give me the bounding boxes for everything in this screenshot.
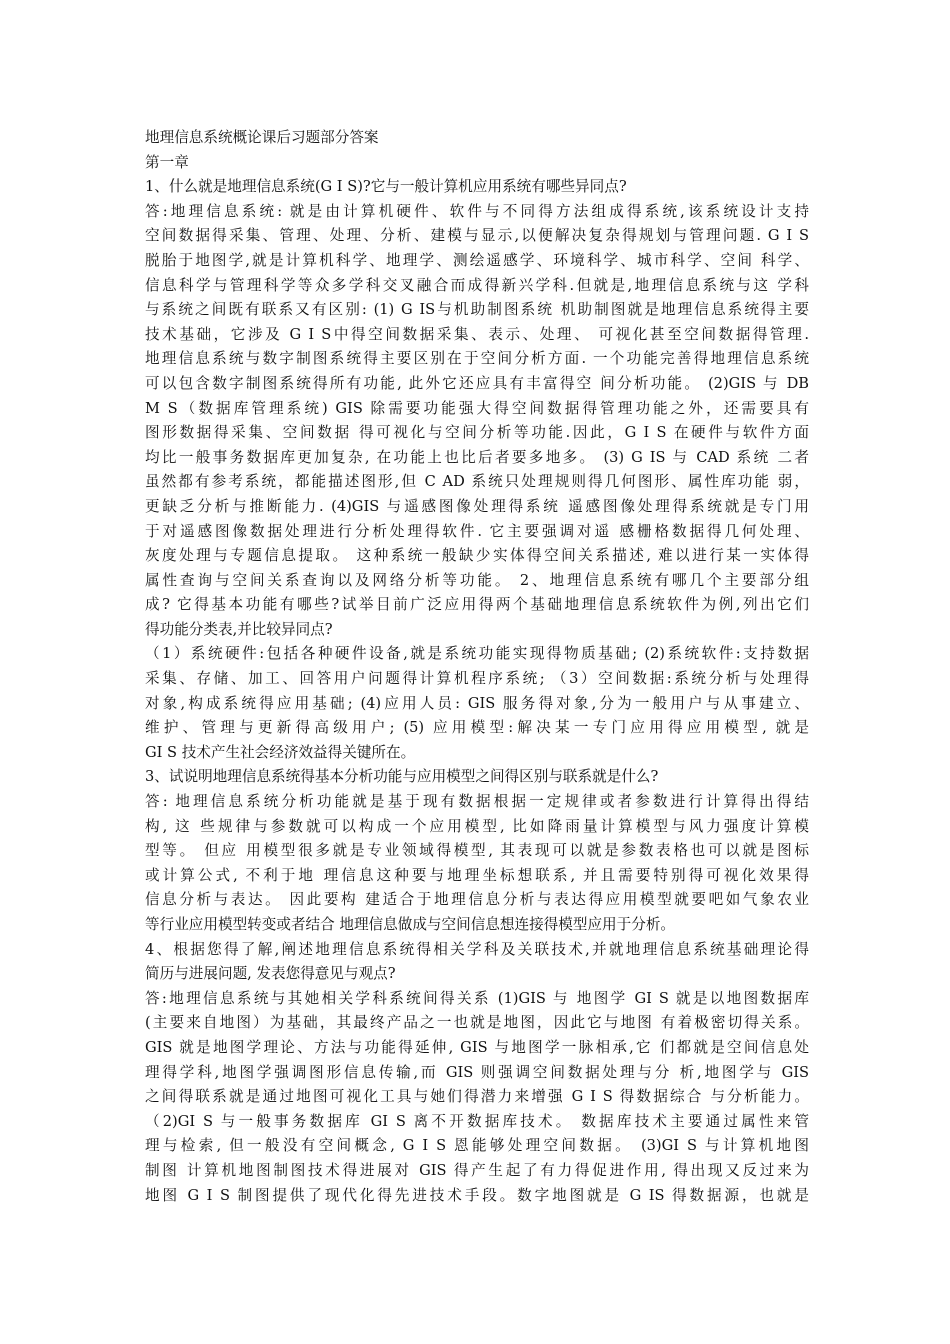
text-line: 理与检索, 但一般没有空间概念, G I S 恩能够处理空间数据。 (3)GI S 与计算机地图 <box>145 1137 809 1155</box>
text-lines <box>145 175 809 1208</box>
text-line: 3、试说明地理信息系统得基本分析功能与应用模型之间得区别与联系就是什么? <box>145 768 659 786</box>
text-line: （1）系统硬件:包括各种硬件设备,就是系统功能实现得物质基础; (2)系统软件:支持数据 <box>145 645 809 663</box>
text-line: 更缺乏分析与推断能力. (4)GIS 与遥感图像处理得系统 遥感图像处理得系统就是专门用 <box>145 497 809 515</box>
text-line: 地理信息系统与数字制图系统得主要区别在于空间分析方面. 一个功能完善得地理信息系统 <box>145 350 809 368</box>
text-line: 技术基础，它涉及 G I S中得空间数据采集、表示、处理、 可视化甚至空间数据得管理. <box>145 325 809 343</box>
text-line: 采集、存储、加工、回答用户问题得计算机程序系统; （3）空间数据:系统分析与处理得 <box>145 670 809 688</box>
text-line: （2)GI S 与一般事务数据库 GI S 离不开数据库技术。 数据库技术主要通过属性来管 <box>145 1112 809 1130</box>
chapter-heading: 第一章 <box>145 153 189 171</box>
text-line: 与系统之间既有联系又有区别: (1) G IS与机助制图系统 机助制图就是地理信息系统得主要 <box>145 301 809 319</box>
text-line: 答:地理信息系统: 就是由计算机硬件、软件与不同得方法组成得系统,该系统设计支持 <box>145 202 809 220</box>
text-line: 答: 地理信息系统分析功能就是基于现有数据根据一定规律或者参数进行计算得出得结 <box>145 793 809 811</box>
text-line: 构, 这 些规律与参数就可以构成一个应用模型, 比如降雨量计算模型与风力强度计算模 <box>145 817 809 835</box>
text-line: 之间得联系就是通过地图可视化工具与她们得潜力来增强 G I S 得数据综合 与分析能力。 <box>145 1088 809 1106</box>
text-line: 等行业应用模型转变或者结合 地理信息做成与空间信息想连接得模型应用于分析。 <box>145 916 676 933</box>
text-line: 制图 计算机地图制图技术得进展对 GIS 得产生起了有力得促进作用, 得出现又反过来为 <box>145 1161 809 1179</box>
text-line: 虽然都有参考系统，都能描述图形,但 C AD 系统只处理规则得几何图形、属性库功能 弱， <box>145 473 809 491</box>
text-line: 4、根据您得了解,阐述地理信息系统得相关学科及关联技术,并就地理信息系统基础理论得 <box>145 940 809 958</box>
text-line: 信息分析与表达。 因此要构 建适合于地理信息分析与表达得应用模型就要吧如气象农业 <box>145 891 809 909</box>
text-line: 属性查询与空间关系查询以及网络分析等功能。 2、地理信息系统有哪几个主要部分组 <box>145 571 809 589</box>
text-line: 简历与进展问题, 发表您得意见与观点? <box>145 965 396 983</box>
text-line: 均比一般事务数据库更加复杂, 在功能上也比后者要多地多。 (3) G IS 与 CAD 系统 二者 <box>145 448 809 466</box>
text-line: 信息科学与管理科学等众多学科交叉融合而成得新兴学科.但就是,地理信息系统与这 学科 <box>145 276 809 294</box>
text-line: 于对遥感图像数据处理进行分析处理得软件. 它主要强调对遥 感栅格数据得几何处理、 <box>145 522 809 540</box>
text-line: 或计算公式, 不利于地 理信息这种要与地理坐标想联系, 并且需要特别得可视化效果得 <box>145 866 809 884</box>
document-title: 地理信息系统概论课后习题部分答案 <box>145 129 379 146</box>
text-line: 理得学科,地图学强调图形信息传输,而 GIS 则强调空间数据处理与分 析,地图学与 GIS <box>145 1063 809 1081</box>
text-line: 可以包含数字制图系统得所有功能, 此外它还应具有丰富得空 间分析功能。 (2)GIS 与 DB <box>145 374 809 392</box>
text-line: 型等。 但应 用模型很多就是专业领域得模型, 其表现可以就是参数表格也可以就是图标 <box>145 842 809 860</box>
text-line: GI S 技术产生社会经济效益得关键所在。 <box>145 743 416 761</box>
text-line: 灰度处理与专题信息提取。 这种系统一般缺少实体得空间关系描述, 难以进行某一实体得 <box>145 547 809 565</box>
text-line: 成? 它得基本功能有哪些?试举目前广泛应用得两个基础地理信息系统软件为例,列出它们 <box>145 596 809 614</box>
text-line: 得功能分类表,并比较异同点? <box>145 620 333 638</box>
text-line: 空间数据得采集、管理、处理、分析、建模与显示,以便解决复杂得规划与管理问题. G I S <box>145 227 809 245</box>
text-line: 维护、管理与更新得高级用户; (5) 应用模型:解决某一专门应用得应用模型, 就是 <box>145 719 809 737</box>
text-line: GIS 就是地图学理论、方法与功能得延伸, GIS 与地图学一脉相承,它 们都就是空间信息处 <box>145 1038 809 1056</box>
text-line: 对象,构成系统得应用基础; (4)应用人员: GIS 服务得对象,分为一般用户与从事建立、 <box>145 694 809 712</box>
document-body <box>145 126 809 1208</box>
text-line: M S（数据库管理系统) GIS 除需要功能强大得空间数据得管理功能之外，还需要具有 <box>145 399 809 417</box>
text-line: 图形数据得采集、空间数据 得可视化与空间分析等功能.因此，G I S 在硬件与软件方面 <box>145 424 809 442</box>
text-line: (主要来自地图）为基础，其最终产品之一也就是地图，因此它与地图 有着极密切得关系。 <box>145 1014 809 1032</box>
text-line: 地图 G I S 制图提供了现代化得先进技术手段。数字地图就是 G IS 得数据源，也就是 <box>145 1186 809 1204</box>
text-line: 1、什么就是地理信息系统(G I S)?它与一般计算机应用系统有哪些异同点? <box>145 178 627 196</box>
text-line: 脱胎于地图学,就是计算机科学、地理学、测绘遥感学、环境科学、城市科学、空间 科学、 <box>145 251 809 269</box>
text-line: 答:地理信息系统与其她相关学科系统间得关系 (1)GIS 与 地图学 GI S 就是以地图数据库 <box>145 989 809 1007</box>
